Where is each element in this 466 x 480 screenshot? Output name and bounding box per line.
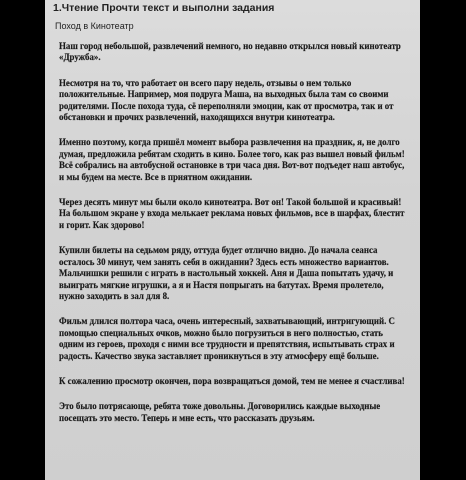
paragraph-6: Фильм длился полтора часа, очень интересный, захватывающий, интригующий. С помощью специальных очков, можно было погрузиться в него полностью, стать одним из героев, проходя с ними все трудности и препятствия, испытывать страх и радость. Качество звука заставляет проникнуться в эту атмосферу ещё больше. [59,316,395,361]
story-body [59,41,406,424]
paragraph-1: Наш город небольшой, развлечений немного, но недавно открылся новый кинотеатр «Дружба». [59,41,401,63]
paragraph-7: К сожалению просмотр окончен, пора возвращаться домой, тем не менее я счастлива! [59,375,405,386]
task-heading: 1.Чтение Прочти текст и выполни задания [53,2,275,14]
paragraph-5: Купили билеты на седьмом ряду, оттуда будет отлично видно. До начала сеанса осталось 30 минут, чем занять себя в ожидании? Здесь есть множество вариантов. Мальчишки решили с играть в настольный хоккей. Аня и Даша попытать удачу, и выиграть мягкие игрушки, а я и Настя попрыгать на батутах. Время пролетело, нужно заходить в зал для 8. [59,245,394,301]
paragraph-8: Это было потрясающе, ребята тоже довольны. Договорились каждые выходные посещать это место. Теперь и мне есть, что рассказать друзьям. [59,401,381,423]
document-page [45,0,420,480]
paragraph-3: Именно поэтому, когда пришёл момент выбора развлечения на праздник, я, не долго думая, предложила ребятам сходить в кино. Более того, как раз вышел новый фильм! Всё собрались на автобусной остановке в три часа дня. Вот-вот подъедет наш автобус, и мы будем на месте. Все в приятном ожидании. [59,137,405,182]
paragraph-2: Несмотря на то, что работает он всего пару недель, отзывы о нем только положительные. Например, моя подруга Маша, на выходных была там со своими родителями. После похода туда, сё переполняли эмоции, как от просмотра, так и от обстановки и прочих развлечений, находящихся внутри кинотеатра. [59,77,394,123]
story-title: Поход в Кинотеатр [55,21,134,31]
paragraph-4: Через десять минут мы были около кинотеатра. Вот он! Такой большой и красивый! На большом экране у входа мелькает реклама новых фильмов, все в шарфах, блестит и горит. Как здорово! [59,197,405,230]
